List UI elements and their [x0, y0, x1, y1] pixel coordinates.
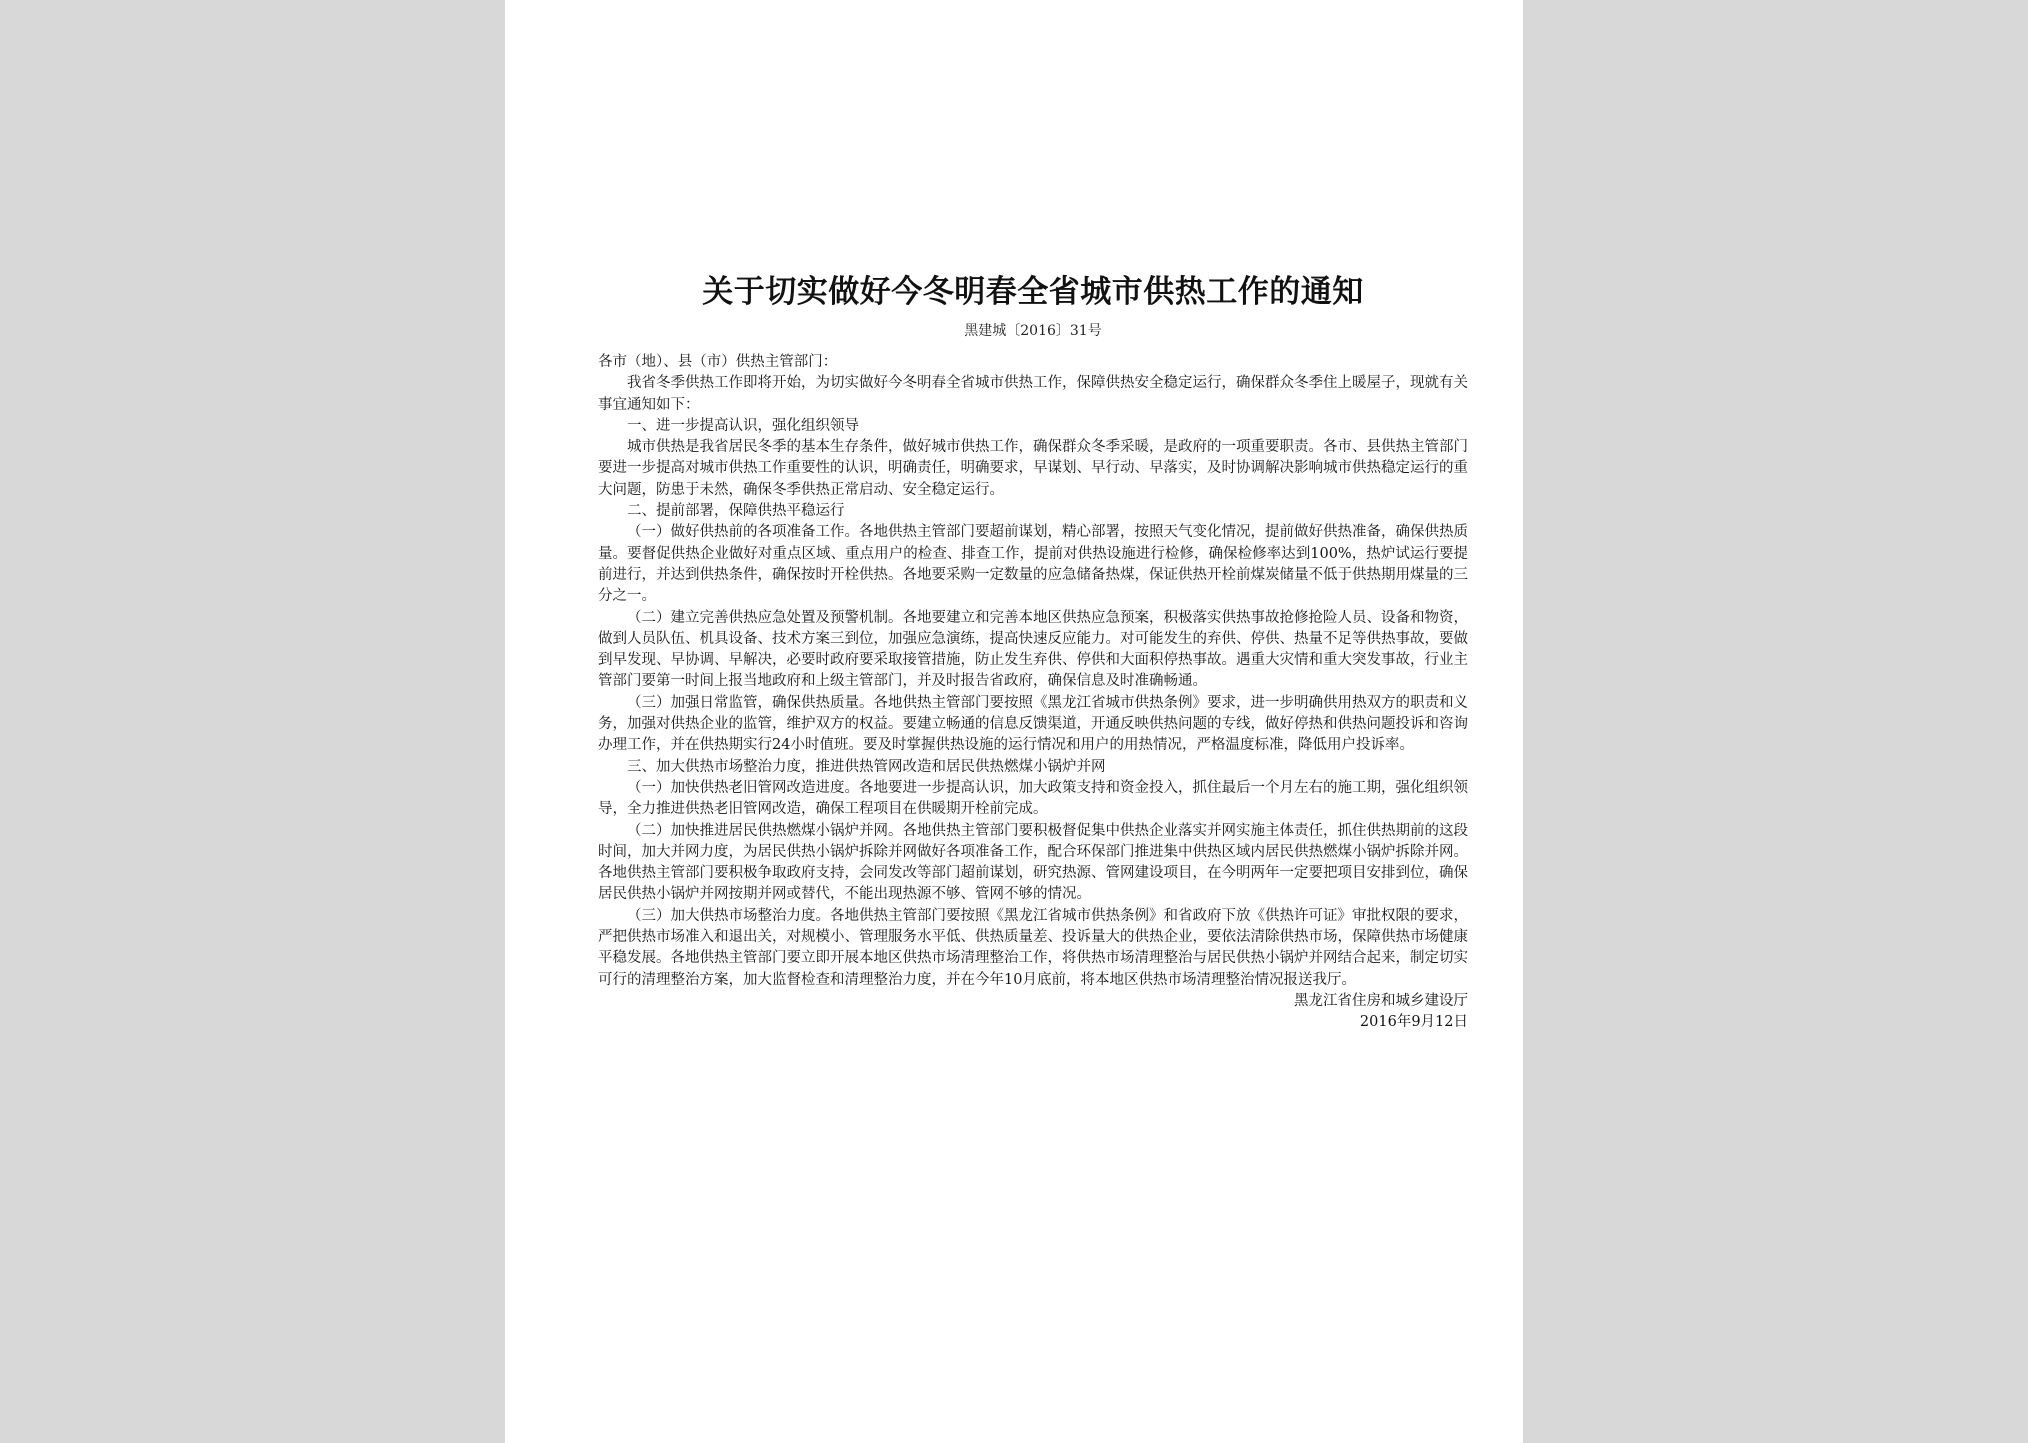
- document-page: [505, 0, 1523, 1443]
- salutation: 各市（地）、县（市）供热主管部门：: [598, 354, 838, 370]
- document-title: 关于切实做好今冬明春全省城市供热工作的通知: [702, 274, 1364, 310]
- paragraph-3-3: （三）加大供热市场整治力度。各地供热主管部门要按照《黑龙江省城市供热条例》和省政府下放《供热许可证》审批权限的要求，严把供热市场准入和退出关，对规模小、管理服务水平低、供热质量差、投诉量大的供热企业，要依法清除供热市场，保障供热市场健康平稳发展。各地供热主管部门要立即开展本地区供热市场清理整治工作，将供热市场清理整治与居民供热小锅炉并网结合起来，制定切实可行的清理整治方案，加大监督检查和清理整治力度，并在今年10月底前，将本地区供热市场清理整治情况报送我厅。: [598, 907, 1468, 988]
- paragraph-2-1: （一）做好供热前的各项准备工作。各地供热主管部门要超前谋划，精心部署，按照天气变化情况，提前做好供热准备，确保供热质量。要督促供热企业做好对重点区域、重点用户的检查、排查工作，提前对供热设施进行检修，确保检修率达到100%，热炉试运行要提前进行，并达到供热条件，确保按时开栓供热。各地要采购一定数量的应急储备热煤，保证供热开栓前煤炭储量不低于供热期用煤量的三分之一。: [598, 524, 1468, 605]
- section-heading-3: 三、加大供热市场整治力度，推进供热管网改造和居民供热燃煤小锅炉并网: [627, 758, 1106, 775]
- paragraph-intro: 我省冬季供热工作即将开始，为切实做好今冬明春全省城市供热工作，保障供热安全稳定运行，确保群众冬季住上暖屋子，现就有关事宜通知如下：: [598, 375, 1468, 413]
- paragraph-3-1: （一）加快供热老旧管网改造进度。各地要进一步提高认识，加大政策支持和资金投入，抓住最后一个月左右的施工期，强化组织领导，全力推进供热老旧管网改造，确保工程项目在供暖期开栓前完成。: [598, 779, 1468, 818]
- paragraph-2-3: （三）加强日常监管，确保供热质量。各地供热主管部门要按照《黑龙江省城市供热条例》要求，进一步明确供用热双方的职责和义务，加强对供热企业的监管，维护双方的权益。要建立畅通的信息反馈渠道，开通反映供热问题的专线，做好停热和供热问题投诉和咨询办理工作，并在供热期实行24小时值班。要及时掌握供热设施的运行情况和用户的用热情况，严格温度标准，降低用户投诉率。: [598, 694, 1468, 754]
- page-content: [598, 272, 1468, 1034]
- signature-date: 2016年9月12日: [1359, 1014, 1468, 1031]
- signature-issuer: 黑龙江省住房和城乡建设厅: [1294, 992, 1468, 1009]
- paragraph-3-2: （二）加快推进居民供热燃煤小锅炉并网。各地供热主管部门要积极督促集中供热企业落实并网实施主体责任，抓住供热期前的这段时间，加大并网力度，为居民供热小锅炉拆除并网做好各项准备工作，配合环保部门推进集中供热区域内居民供热燃煤小锅炉拆除并网。各地供热主管部门要积极争取政府支持，会同发改等部门超前谋划，研究热源、管网建设项目，在今明两年一定要把项目安排到位，确保居民供热小锅炉并网按期并网或替代，不能出现热源不够、管网不够的情况。: [598, 822, 1468, 903]
- section-heading-2: 二、提前部署，保障供热平稳运行: [627, 503, 845, 520]
- paragraph-2-2: （二）建立完善供热应急处置及预警机制。各地要建立和完善本地区供热应急预案，积极落实供热事故抢修抢险人员、设备和物资，做到人员队伍、机具设备、技术方案三到位，加强应急演练，提高快速反应能力。对可能发生的弃供、停供、热量不足等供热事故，要做到早发现、早协调、早解决，必要时政府要采取接管措施，防止发生弃供、停供和大面积停热事故。遇重大灾情和重大突发事故，行业主管部门要第一时间上报当地政府和上级主管部门，并及时报告省政府，确保信息及时准确畅通。: [598, 609, 1468, 690]
- section-heading-1: 一、进一步提高认识，强化组织领导: [627, 417, 859, 434]
- paragraph-1: 城市供热是我省居民冬季的基本生存条件，做好城市供热工作，确保群众冬季采暖，是政府的一项重要职责。各市、县供热主管部门要进一步提高对城市供热工作重要性的认识，明确责任，明确要求，早谋划、早行动、早落实，及时协调解决影响城市供热稳定运行的重大问题，防患于未然，确保冬季供热正常启动、安全稳定运行。: [598, 439, 1468, 498]
- document-number: 黑建城〔2016〕31号: [964, 323, 1102, 339]
